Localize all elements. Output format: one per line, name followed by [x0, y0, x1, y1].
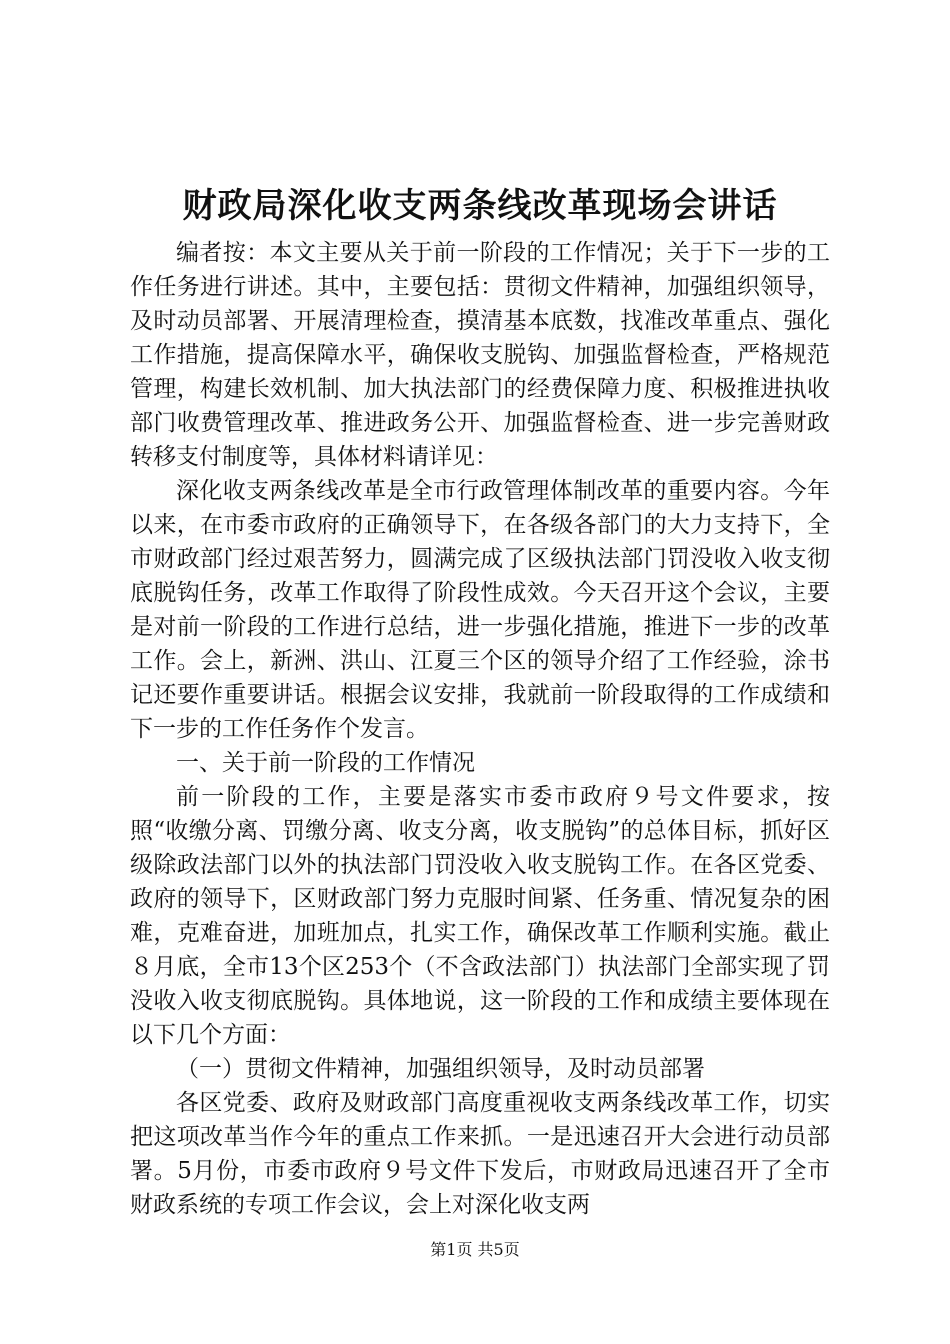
subsection-1-paragraph: 各区党委、政府及财政部门高度重视收支两条线改革工作，切实把这项改革当作今年的重点工作来抓。一是迅速召开大会进行动员部署。5月份，市委市政府９号文件下发后，市财政局迅速召开了全市财政系统的专项工作会议，会上对深化收支两	[130, 1090, 830, 1218]
section-1-paragraph: 前一阶段的工作，主要是落实市委市政府９号文件要求，按照“收缴分离、罚缴分离、收支分离，收支脱钩”的总体目标，抓好区级除政法部门以外的执法部门罚没收入收支脱钩工作。在各区党委、政府的领导下，区财政部门努力克服时间紧、任务重、情况复杂的困难，克难奋进，加班加点，扎实工作，确保改革工作顺利实施。截止８月底，全市13个区253个（不含政法部门）执法部门全部实现了罚没收入收支彻底脱钩。具体地说，这一阶段的工作和成绩主要体现在以下几个方面：	[130, 784, 830, 1048]
section-heading-1: 一、关于前一阶段的工作情况	[176, 750, 475, 776]
page-title: 财政局深化收支两条线改革现场会讲话	[182, 186, 778, 226]
intro-paragraph: 深化收支两条线改革是全市行政管理体制改革的重要内容。今年以来，在市委市政府的正确领导下，在各级各部门的大力支持下，全市财政部门经过艰苦努力，圆满完成了区级执法部门罚没收入收支彻底脱钩任务，改革工作取得了阶段性成效。今天召开这个会议，主要是对前一阶段的工作进行总结，进一步强化措施，推进下一步的改革工作。会上，新洲、洪山、江夏三个区的领导介绍了工作经验，涂书记还要作重要讲话。根据会议安排，我就前一阶段取得的工作成绩和下一步的工作任务作个发言。	[130, 478, 830, 742]
document-page	[130, 180, 830, 1222]
page-footer: 第1页 共5页	[430, 1240, 520, 1259]
editor-note-paragraph: 编者按：本文主要从关于前一阶段的工作情况；关于下一步的工作任务进行讲述。其中，主要包括：贯彻文件精神，加强组织领导，及时动员部署、开展清理检查，摸清基本底数，找准改革重点、强化工作措施，提高保障水平，确保收支脱钩、加强监督检查，严格规范管理，构建长效机制、加大执法部门的经费保障力度、积极推进执收部门收费管理改革、推进政务公开、加强监督检查、进一步完善财政转移支付制度等，具体材料请详见：	[130, 240, 830, 470]
subsection-heading-1: （一）贯彻文件精神，加强组织领导，及时动员部署	[176, 1056, 705, 1082]
